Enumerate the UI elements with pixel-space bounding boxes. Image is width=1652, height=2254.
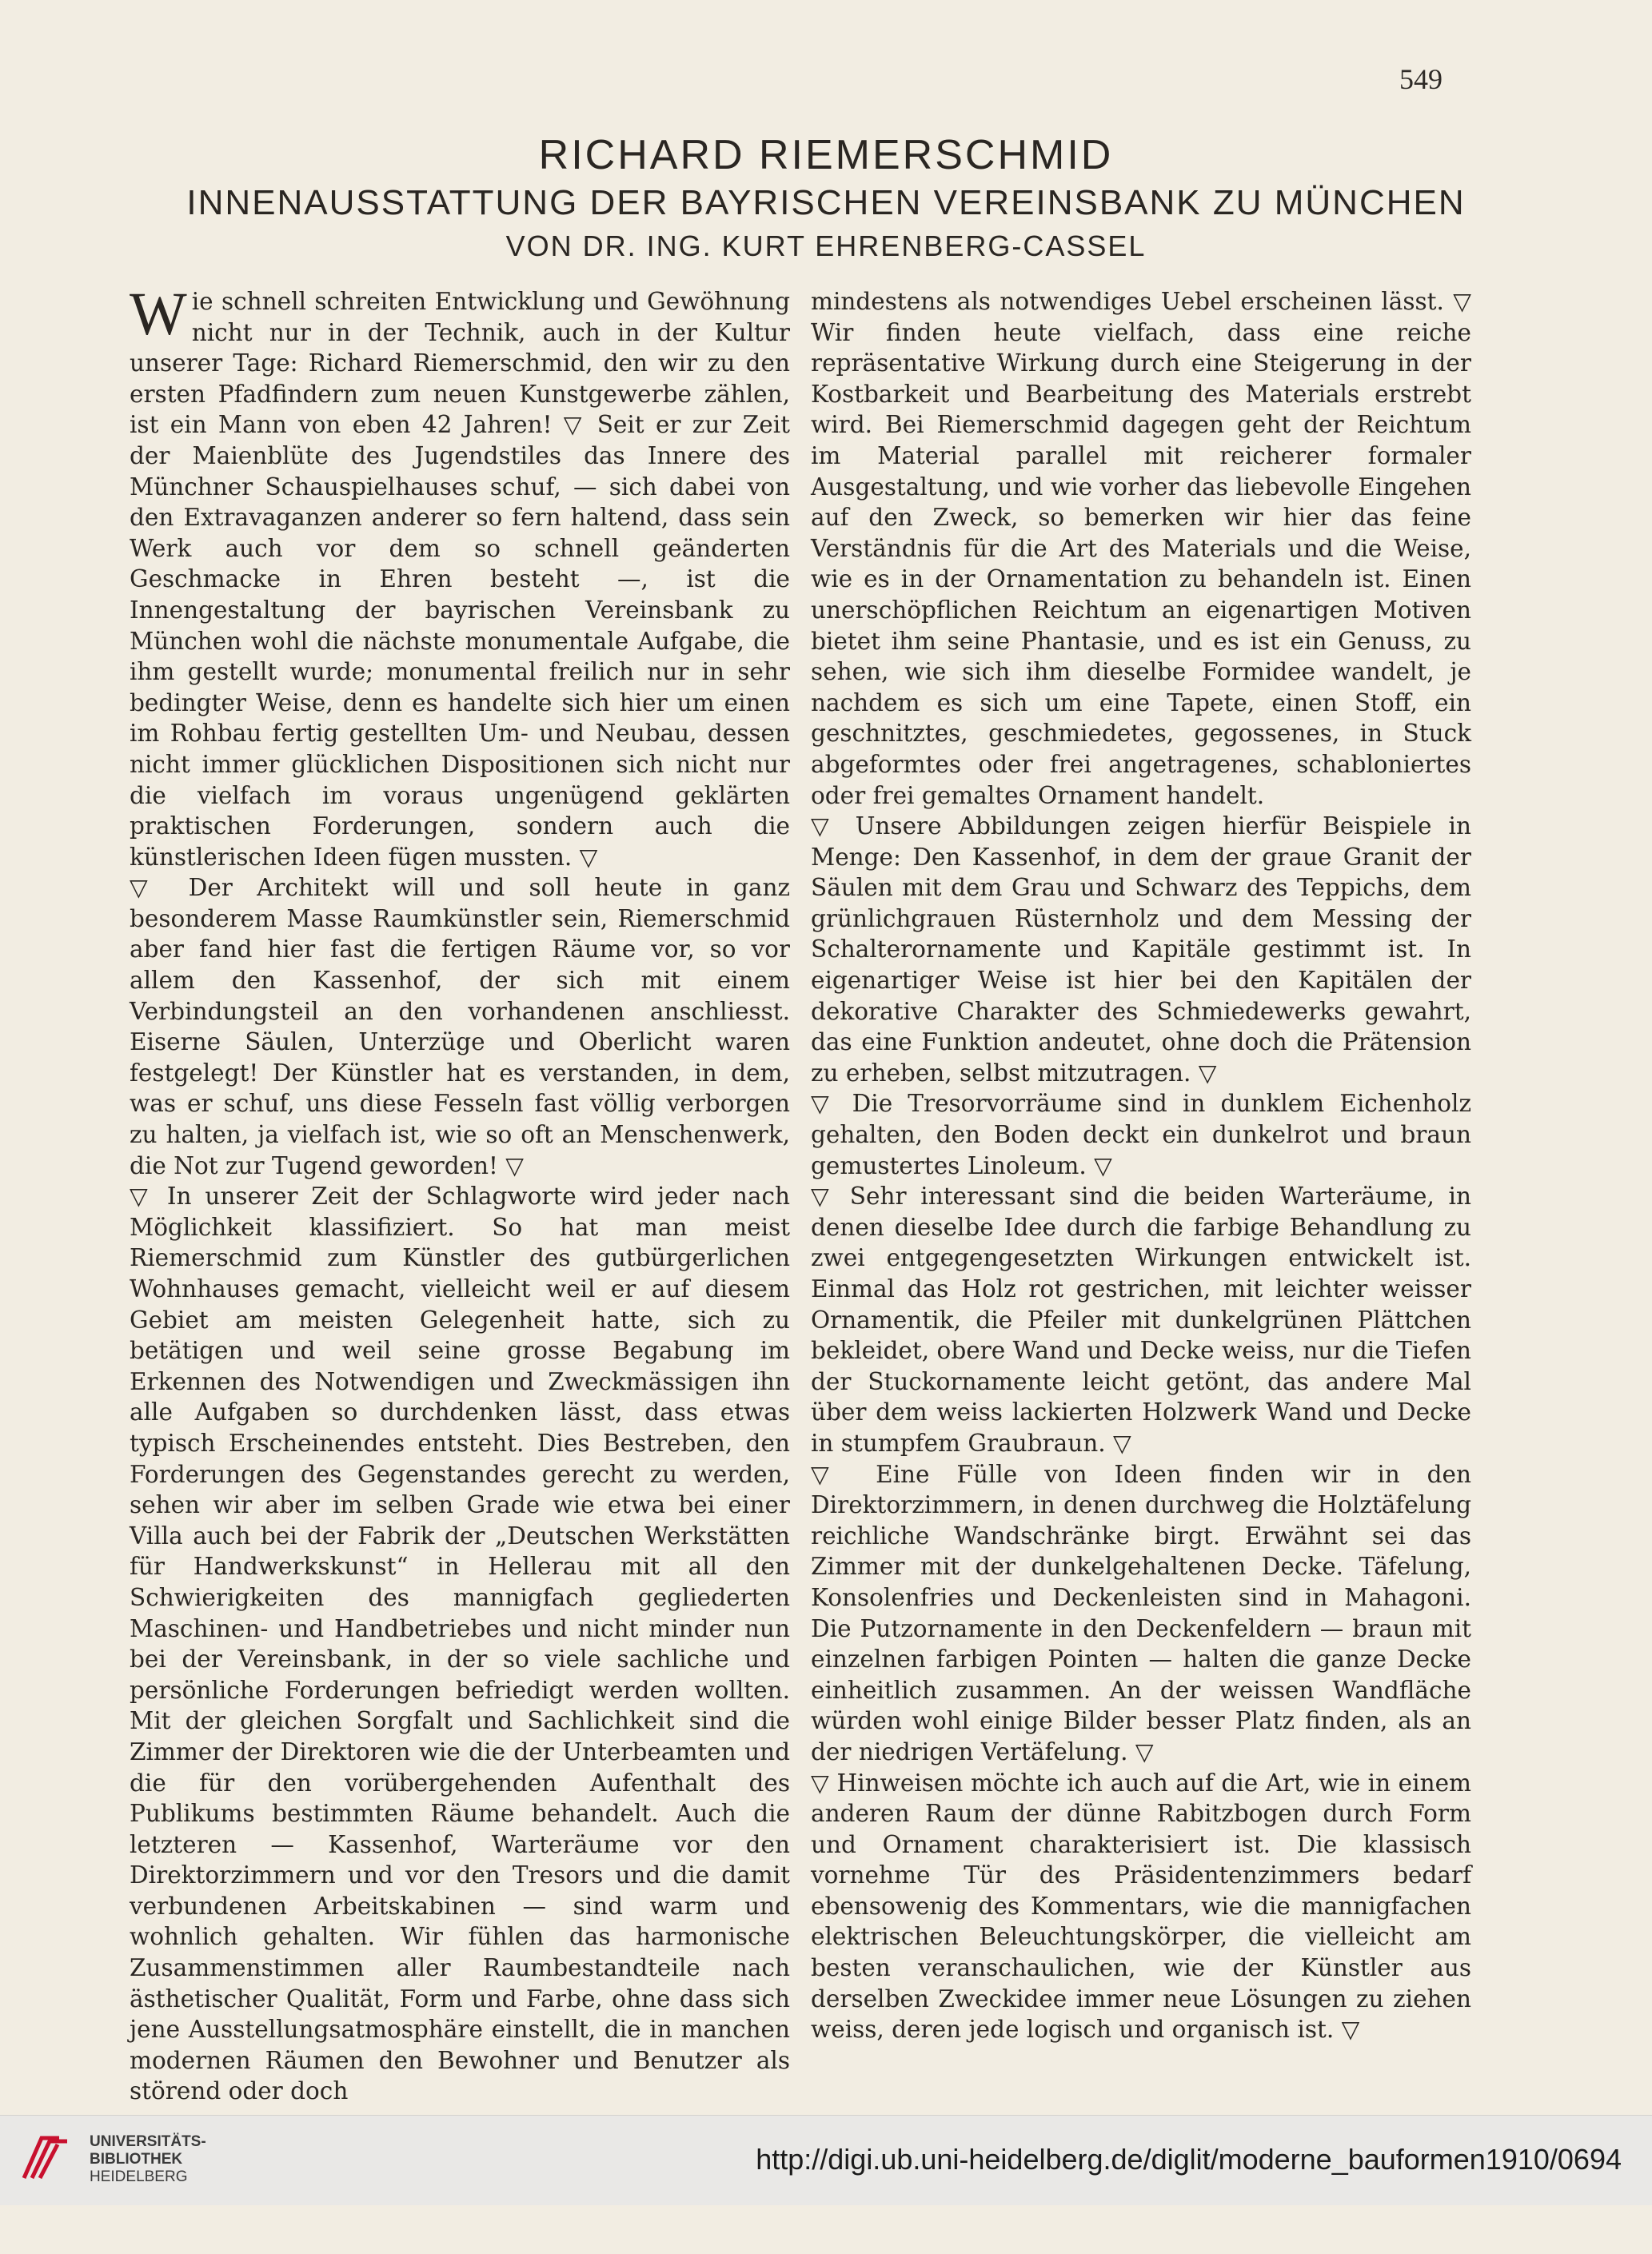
paragraph: ▽ Unsere Abbildungen zeigen hierfür Beispiele in Menge: Den Kassenhof, in dem der graue Granit der Säulen mit dem Grau und Schwarz des Teppichs, dem grünlichgrauen Rüsternholz und dem Messing der Schalterornamente und Kapitäle gestimmt ist. In eigenartiger Weise ist hier bei den Kapitälen der dekorative Charakter des Schmiedewerks gewahrt, das eine Funktion andeutet, ohne doch die Prätension zu erheben, selbst mitzutragen. ▽	[811, 812, 1471, 1087]
article-subtitle: INNENAUSSTATTUNG DER BAYRISCHEN VEREINSBANK ZU MÜNCHEN	[186, 183, 1466, 222]
library-name-line: HEIDELBERG	[90, 2168, 188, 2185]
paragraph: ▽ In unserer Zeit der Schlagworte wird jeder nach Möglichkeit klassifiziert. So hat man meist Riemerschmid zum Künstler des gutbürgerlichen Wohnhauses gemacht, vielleicht weil er auf diesem Gebiet am meisten Gelegenheit hatte, sich zu betätigen und weil seine grosse Begabung im Erkennen des Notwendigen und Zweckmässigen ihn alle Aufgaben so durchdenken lässt, dass etwas typisch Erscheinendes entsteht. Dies Bestreben, den Forderungen des Gegenstandes gerecht zu werden, sehen wir aber im selben Grade wie etwa bei einer Villa auch bei der Fabrik der „Deutschen Werkstätten für Handwerkskunst“ in Hellerau mit all den Schwierigkeiten des mannigfach gegliederten Maschinen- und Handbetriebes und nicht minder nun bei der Vereinsbank, in der so viele sachliche und persönliche Forderungen befriedigt werden wollten. Mit der gleichen Sorgfalt und Sachlichkeit sind die Zimmer der Direktoren wie die der Unterbeamten und die für den vorübergehenden Aufenthalt des Publikums bestimmten Räume behandelt. Auch die letzteren — Kassenhof, Warteräume vor den Direktorzimmern und vor den Tresors und die damit verbundenen Arbeitskabinen — sind warm und wohnlich gehalten. Wir fühlen das harmonische Zusammenstimmen aller Raumbestandteile nach ästhetischer Qualität, Form und Farbe, ohne dass sich jene Ausstellungsatmosphäre einstellt, die in manchen modernen Räumen den Bewohner und Benutzer als störend oder doch	[130, 1183, 790, 2105]
paragraph: ▽ Sehr interessant sind die beiden Warteräume, in denen dieselbe Idee durch die farbige Behandlung zu zwei entgegengesetzten Wirkungen entwickelt ist. Einmal das Holz rot gestrichen, mit leichter weisser Ornamentik, die Pfeiler mit dunkelgrünen Plättchen bekleidet, obere Wand und Decke weiss, nur die Tiefen der Stuckornamente leicht getönt, das andere Mal über dem weiss lackierten Holzwerk Wand und Decke in stumpfem Graubraun. ▽	[811, 1183, 1471, 1457]
paragraph: ▽ Der Architekt will und soll heute in ganz besonderem Masse Raumkünstler sein, Riemerschmid aber fand hier fast die fertigen Räume vor, so vor allem den Kassenhof, der sich mit einem Verbindungsteil an den vorhandenen anschliesst. Eiserne Säulen, Unterzüge und Oberlicht waren festgelegt! Der Künstler hat es verstanden, in dem, was er schuf, uns diese Fesseln fast völlig verborgen zu halten, ja vielfach ist, wie so oft an Menschenwerk, die Not zur Tugend geworden! ▽	[130, 874, 790, 1179]
library-name-line: UNIVERSITÄTS-	[90, 2133, 206, 2150]
paragraph	[130, 281, 790, 872]
right-column	[811, 286, 1471, 2045]
library-name	[90, 2133, 206, 2186]
page-number: 549	[1399, 63, 1443, 95]
paragraph: ▽ Die Tresorvorräume sind in dunklem Eichenholz gehalten, den Boden deckt ein dunkelrot und braun gemustertes Linoleum. ▽	[811, 1090, 1471, 1179]
article-header	[0, 130, 1652, 267]
paragraph: ▽ Hinweisen möchte ich auch auf die Art, wie in einem anderen Raum der dünne Rabitzbogen durch Form und Ornament charakterisiert ist. Die klassisch vornehme Tür des Präsidentenzimmers bedarf ebensowenig des Kommentars, wie die mannigfachen elektrischen Beleuchtungskörper, die vielleicht am besten veranschaulichen, wie der Künstler aus derselben Zweckidee immer neue Lösungen zu ziehen weiss, deren jede logisch und organisch ist. ▽	[811, 1769, 1471, 2044]
left-column	[130, 281, 790, 2107]
library-footer	[0, 2115, 1652, 2205]
paragraph-text: ie schnell schreiten Entwicklung und Gewöhnung nicht nur in der Technik, auch in der Kultur unserer Tage: Richard Riemerschmid, den wir zu den ersten Pfadfindern zum neuen Kunstgewerbe zählen, ist ein Mann von eben 42 Jahren! ▽ Seit er zur Zeit der Maienblüte des Jugendstiles das Innere des Münchner Schauspielhauses schuf, — sich dabei von den Extravaganzen anderer so fern haltend, dass sein Werk auch vor dem so schnell geänderten Geschmacke in Ehren besteht —, ist die Innengestaltung der bayrischen Vereinsbank zu München wohl die nächste monumentale Aufgabe, die ihm gestellt wurde; monumental freilich nur in sehr bedingter Weise, denn es handelte sich hier um einen im Rohbau fertig gestellten Um- und Neubau, dessen nicht immer glücklichen Dispositionen sich nicht nur die vielfach im voraus ungenügend geklärten praktischen Forderungen, sondern auch die künstlerischen Ideen fügen mussten. ▽	[130, 288, 790, 871]
source-url-link[interactable]: http://digi.ub.uni-heidelberg.de/diglit/moderne_bauformen1910/0694	[756, 2143, 1622, 2176]
article-title: RICHARD RIEMERSCHMID	[538, 132, 1114, 178]
drop-cap: W	[130, 281, 187, 348]
library-name-line: BIBLIOTHEK	[90, 2151, 183, 2168]
university-library-logo-icon	[18, 2130, 75, 2188]
article-author: VON DR. ING. KURT EHRENBERG-CASSEL	[505, 229, 1147, 262]
paragraph: ▽ Eine Fülle von Ideen finden wir in den Direktorzimmern, in denen durchweg die Holztäfelung reichliche Wandschränke birgt. Erwähnt sei das Zimmer mit der dunkelgehaltenen Decke. Täfelung, Konsolenfries und Deckenleisten sind in Mahagoni. Die Putzornamente in den Deckenfeldern — braun mit einzelnen farbigen Pointen — halten die ganze Decke einheitlich zusammen. An der weissen Wandfläche würden wohl einige Bilder besser Platz finden, als an der niedrigen Vertäfelung. ▽	[811, 1460, 1471, 1765]
paragraph: mindestens als notwendiges Uebel erscheinen lässt. ▽ Wir finden heute vielfach, dass eine reiche repräsentative Wirkung durch eine Steigerung in der Kostbarkeit und Bearbeitung des Materials erstrebt wird. Bei Riemerschmid dagegen geht der Reichtum im Material parallel mit reicherer formaler Ausgestaltung, und wie vorher das liebevolle Eingehen auf den Zweck, so bemerken wir hier das feine Verständnis für die Art des Materials und die Weise, wie es in der Ornamentation zu behandeln ist. Einen unerschöpflichen Reichtum an eigenartigen Motiven bietet ihm seine Phantasie, und es ist ein Genuss, zu sehen, wie sich ihm dieselbe Formidee wandelt, je nachdem es sich um eine Tapete, einen Stoff, ein geschnitztes, geschmiedetes, gegossenes, in Stuck abgeformtes oder frei angetragenes, schabloniertes oder frei gemaltes Ornament handelt.	[811, 288, 1471, 809]
